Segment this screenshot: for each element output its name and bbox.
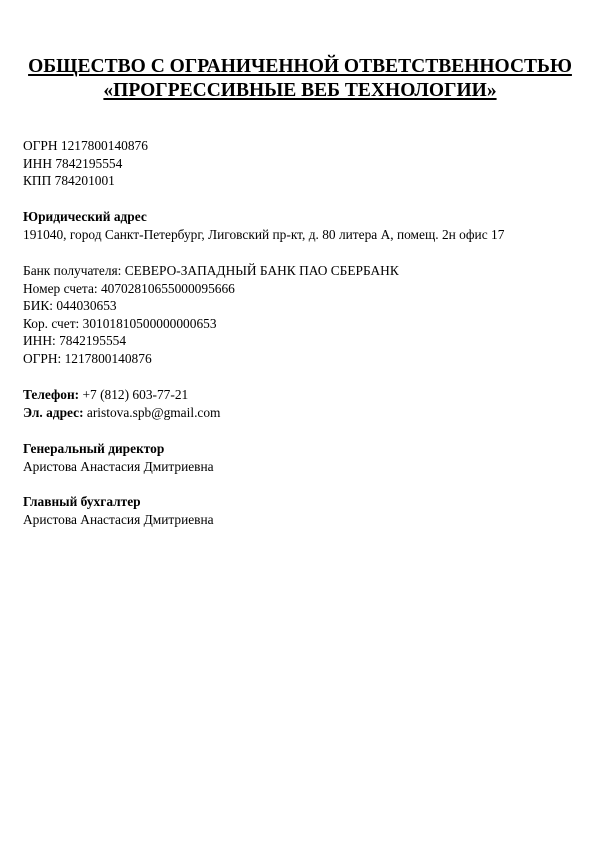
director-section xyxy=(23,440,214,475)
email-row xyxy=(23,404,220,422)
bank-ogrn: ОГРН: 1217800140876 xyxy=(23,350,152,366)
bank-bik: БИК: 044030653 xyxy=(23,298,117,313)
company-title-line-1: ОБЩЕСТВО С ОГРАНИЧЕННОЙ ОТВЕТСТВЕННОСТЬЮ xyxy=(28,56,572,77)
registration-details xyxy=(23,137,148,190)
legal-address-label: Юридический адрес xyxy=(23,209,147,224)
legal-address-section xyxy=(23,208,504,243)
accountant-section xyxy=(23,493,214,528)
legal-address-value: 191040, город Санкт-Петербург, Лиговский пр-кт, д. 80 литера А, помещ. 2н офис 17 xyxy=(23,226,505,242)
bank-account-number: Номер счета: 40702810655000095666 xyxy=(23,280,235,296)
company-title-line-2: «ПРОГРЕССИВНЫЕ ВЕБ ТЕХНОЛОГИИ» xyxy=(103,80,497,101)
ogrn-text: ОГРН 1217800140876 xyxy=(23,138,148,153)
email-label: Эл. адрес: xyxy=(23,404,84,420)
phone-value: +7 (812) 603-77-21 xyxy=(82,387,189,402)
director-label: Генеральный директор xyxy=(23,441,165,456)
bank-corr-account: Кор. счет: 30101810500000000653 xyxy=(23,315,217,331)
bank-inn: ИНН: 7842195554 xyxy=(23,333,127,348)
director-name: Аристова Анастасия Дмитриевна xyxy=(23,458,214,474)
contacts-section xyxy=(23,386,220,421)
phone-row xyxy=(23,386,220,404)
bank-details-section xyxy=(23,262,399,367)
accountant-name: Аристова Анастасия Дмитриевна xyxy=(23,511,214,527)
email-value: aristova.spb@gmail.com xyxy=(86,404,221,420)
kpp-text: КПП 784201001 xyxy=(23,173,115,188)
phone-label: Телефон: xyxy=(23,387,80,402)
inn-text: ИНН 7842195554 xyxy=(23,155,123,171)
accountant-label: Главный бухгалтер xyxy=(23,494,141,509)
bank-recipient: Банк получателя: СЕВЕРО-ЗАПАДНЫЙ БАНК ПАО СБЕРБАНК xyxy=(23,263,399,278)
